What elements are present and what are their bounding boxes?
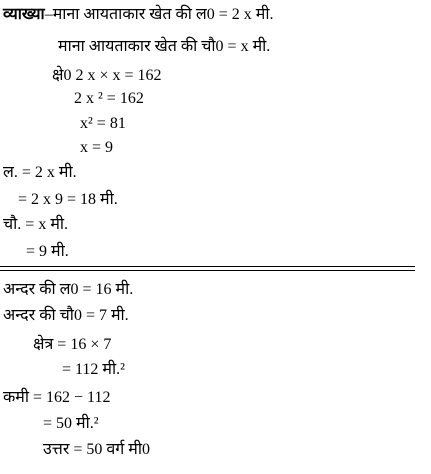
solution-line-9: चौ. = x मी. — [3, 216, 69, 233]
part2-line-7: उत्तर = 50 वर्ग मी0 — [43, 441, 151, 458]
part2-line-5: कमी = 162 − 112 — [3, 389, 111, 406]
solution-line-7: ल. = 2 x मी. — [3, 164, 77, 181]
double-rule-top — [0, 266, 415, 267]
solution-line-6: x = 9 — [80, 139, 114, 156]
part2-line-4: = 112 मी.² — [62, 361, 125, 378]
solution-line-3: क्षे0 2 x × x = 162 — [52, 67, 162, 84]
solution-line-5: x² = 81 — [80, 115, 126, 132]
explanation-label: व्याख्या — [3, 6, 45, 23]
solution-line-2: माना आयताकार खेत की चौ0 = x मी. — [58, 38, 271, 55]
solution-line-1-text: –माना आयताकार खेत की ल0 = 2 x मी. — [44, 6, 274, 23]
double-rule-bottom — [0, 270, 415, 271]
part2-line-6: = 50 मी.² — [43, 415, 99, 432]
part2-line-2: अन्दर की चौ0 = 7 मी. — [3, 307, 129, 324]
solution-line-1 — [3, 5, 274, 25]
part2-line-1: अन्दर की ल0 = 16 मी. — [3, 281, 134, 298]
solution-line-8: = 2 x 9 = 18 मी. — [18, 191, 118, 208]
part2-line-3: क्षेत्र = 16 × 7 — [33, 336, 112, 353]
solution-line-4: 2 x ² = 162 — [74, 90, 144, 107]
solution-line-10: = 9 मी. — [26, 243, 69, 260]
